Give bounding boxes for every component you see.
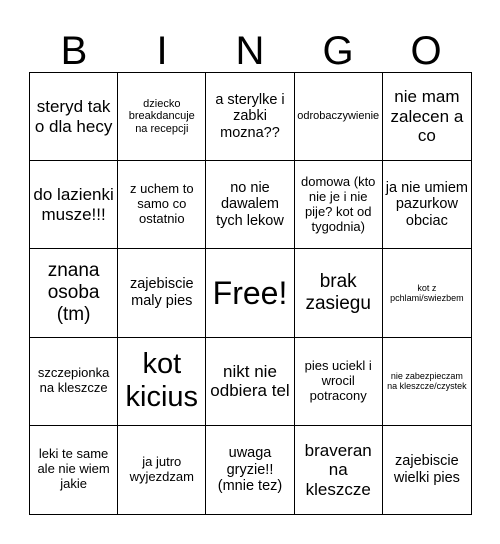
bingo-cell-r5c5[interactable] — [383, 426, 471, 514]
cell-text: nikt nie odbiera tel — [210, 361, 290, 401]
bingo-cell-r5c1[interactable] — [30, 426, 118, 514]
header-letter-n: N — [235, 28, 265, 73]
header-letter-g: G — [322, 28, 354, 73]
header-letter-i: I — [156, 28, 168, 73]
bingo-cell-r3c5[interactable] — [383, 249, 471, 337]
cell-text: odrobaczywienie — [297, 110, 380, 123]
bingo-cell-r4c2[interactable] — [118, 338, 206, 426]
cell-text: ja jutro wyjezdzam — [129, 453, 194, 484]
cell-text: do lazienki musze!!! — [33, 185, 114, 224]
bingo-cell-r5c3[interactable] — [206, 426, 294, 514]
cell-text: no nie dawalem tych lekow — [216, 179, 284, 230]
bingo-cell-r2c1[interactable] — [30, 161, 118, 249]
bingo-board — [29, 72, 472, 515]
bingo-cell-r2c5[interactable] — [383, 161, 471, 249]
bingo-cell-r5c2[interactable] — [118, 426, 206, 514]
header-letter-o: O — [410, 28, 442, 73]
cell-text: brak zasiegu — [305, 271, 371, 314]
cell-text: pies uciekl i wrocil potracony — [304, 357, 372, 403]
bingo-cell-r4c4[interactable] — [295, 338, 383, 426]
cell-text: leki te same ale nie wiem jakie — [37, 446, 110, 492]
cell-text: uwaga gryzie!! (mnie tez) — [217, 444, 283, 495]
cell-text: braveran na kleszcze — [304, 440, 372, 499]
free-space-text: Free! — [212, 274, 288, 311]
bingo-cell-r4c5[interactable] — [383, 338, 471, 426]
cell-text: zajebiscie wielki pies — [393, 453, 460, 486]
bingo-cell-r1c3[interactable] — [206, 73, 294, 161]
bingo-cell-r2c4[interactable] — [295, 161, 383, 249]
cell-text: dziecko breakdancuje na recepcji — [128, 97, 195, 135]
cell-text: kot z pchlami/swiezbem — [390, 282, 464, 303]
bingo-cell-r1c1[interactable] — [30, 73, 118, 161]
bingo-cell-r1c4[interactable] — [295, 73, 383, 161]
bingo-cell-r5c4[interactable] — [295, 426, 383, 514]
bingo-cell-r1c2[interactable] — [118, 73, 206, 161]
cell-text: zajebiscie maly pies — [129, 276, 194, 309]
cell-text: z uchem to samo co ostatnio — [129, 181, 194, 227]
bingo-cell-r4c1[interactable] — [30, 338, 118, 426]
cell-text: nie mam zalecen a co — [390, 87, 464, 146]
cell-text: ja nie umiem pazurkow obciac — [385, 179, 468, 230]
cell-text: kot kicius — [125, 347, 199, 414]
cell-text: nie zabezpieczam na kleszcze/czystek — [387, 370, 467, 392]
cell-text: znana osoba (tm) — [47, 260, 100, 325]
cell-text: a sterylke i zabki mozna?? — [215, 91, 285, 141]
bingo-cell-r2c2[interactable] — [118, 161, 206, 249]
bingo-cell-r2c3[interactable] — [206, 161, 294, 249]
cell-text: domowa (kto nie je i nie pije? kot od tygodnia) — [300, 173, 376, 234]
bingo-cell-r3c2[interactable] — [118, 249, 206, 337]
header-letter-b: B — [60, 28, 88, 73]
bingo-cell-free[interactable] — [206, 249, 294, 337]
cell-text: steryd tak o dla hecy — [34, 97, 113, 136]
bingo-cell-r3c4[interactable] — [295, 249, 383, 337]
cell-text: szczepionka na kleszcze — [37, 365, 110, 396]
bingo-cell-r3c1[interactable] — [30, 249, 118, 337]
bingo-cell-r4c3[interactable] — [206, 338, 294, 426]
bingo-cell-r1c5[interactable] — [383, 73, 471, 161]
